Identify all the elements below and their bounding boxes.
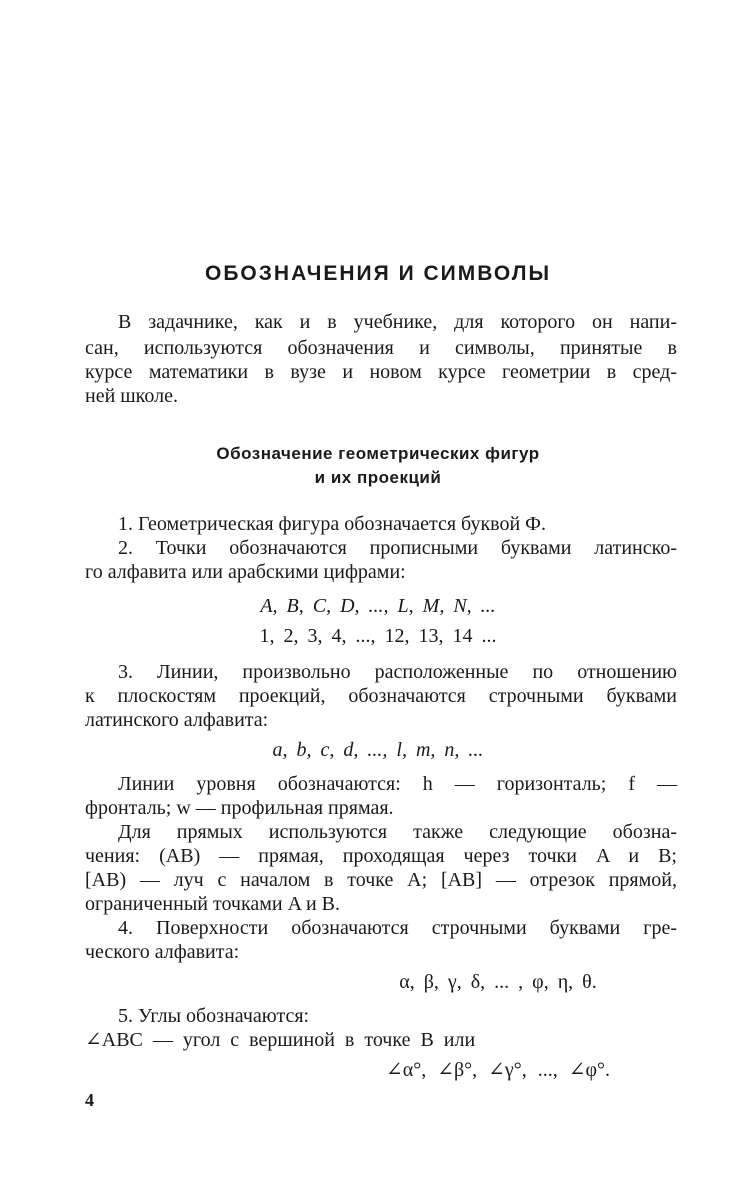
formula-points-letters: A, B, C, D, ..., L, M, N, ... [260, 595, 496, 617]
paragraph-line: 5. Углы обозначаются: [118, 1005, 310, 1027]
page-number: 4 [85, 1090, 94, 1110]
paragraph-line: 4. Поверхности обозначаются строчными буквами гре- [118, 917, 677, 939]
paragraph-line: латинского алфавита: [85, 709, 269, 731]
paragraph-line: го алфавита или арабскими цифрами: [85, 561, 406, 583]
paragraph-line: ограниченный точками A и B. [85, 893, 341, 915]
paragraph-line: чения: (AB) — прямая, проходящая через точки A и B; [85, 845, 677, 867]
formula-points-digits: 1, 2, 3, 4, ..., 12, 13, 14 ... [259, 625, 497, 647]
paragraph-line: Для прямых используются также следующие обозна- [118, 821, 677, 843]
intro-line: ней школе. [85, 385, 178, 407]
paragraph-line: 2. Точки обозначаются прописными буквами латинско- [118, 537, 677, 559]
intro-line: В задачнике, как и в учебнике, для которого он напи- [118, 311, 677, 333]
formula-greek: α, β, γ, δ, ... , φ, η, θ. [399, 971, 597, 993]
intro-line: сан, используются обозначения и символы, принятые в [85, 337, 677, 359]
paragraph-line: 1. Геометрическая фигура обозначается буквой Ф. [118, 513, 546, 535]
paragraph-line: ∠ABC — угол с вершиной в точке B или [85, 1029, 476, 1051]
paragraph-line: ческого алфавита: [85, 941, 240, 963]
section-title: и их проекций [314, 468, 442, 487]
paragraph-line: к плоскостям проекций, обозначаются строчными буквами [85, 685, 677, 707]
paragraph-line: фронталь; w — профильная прямая. [85, 797, 394, 819]
formula-lines-letters: a, b, c, d, ..., l, m, n, ... [272, 739, 484, 761]
formula-angles: ∠α°, ∠β°, ∠γ°, ..., ∠φ°. [385, 1059, 611, 1081]
section-title: Обозначение геометрических фигур [216, 444, 540, 463]
paragraph-line: Линии уровня обозначаются: h — горизонталь; f — [118, 773, 677, 795]
intro-line: курсе математики в вузе и новом курсе геометрии в сред- [85, 361, 677, 383]
page-title: ОБОЗНАЧЕНИЯ И СИМВОЛЫ [204, 262, 552, 285]
paragraph-line: [AB) — луч с началом в точке A; [AB] — отрезок прямой, [85, 869, 677, 891]
paragraph-line: 3. Линии, произвольно расположенные по отношению [118, 661, 677, 683]
